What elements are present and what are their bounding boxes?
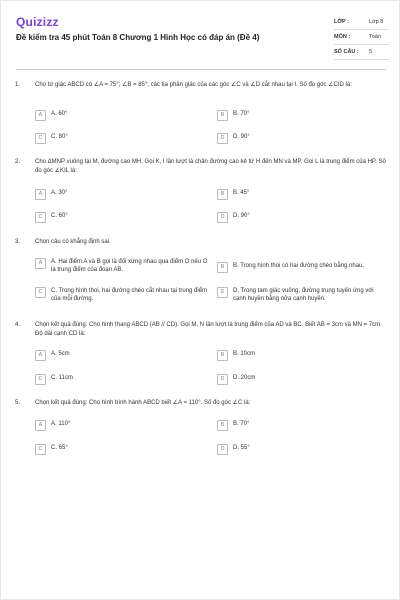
option-b[interactable] [217,189,387,200]
option-text: A. Hai điểm A và B gọi là đối xứng nhau qua điểm O nếu O là trung điểm của đoạn AB. [51,259,208,273]
option-c[interactable] [35,287,210,303]
meta-row-count [334,45,389,60]
option-letter-badge: C [35,444,46,455]
option-d[interactable] [217,212,387,223]
meta-value: 5 [369,49,373,55]
option-b[interactable] [217,420,387,431]
option-c[interactable] [35,133,195,144]
option-text: D. 90° [233,134,250,140]
option-text: D. Trong tam giác vuông, đường trung tuyến ứng với cạnh huyền bằng nửa cạnh huyền. [233,288,374,302]
option-d[interactable] [217,374,387,385]
option-letter-badge: C [35,287,46,298]
option-a[interactable] [35,189,195,200]
meta-box [334,15,389,60]
option-a[interactable] [35,350,195,361]
option-letter-badge: B [217,189,228,200]
option-letter-badge: D [217,133,228,144]
option-text: A. 30° [51,190,68,196]
option-text: D. 55° [233,445,250,451]
option-text: B. 45° [233,190,250,196]
option-letter-badge: D [217,212,228,223]
option-letter-badge: C [35,133,46,144]
question-number: 1. [15,82,21,88]
question-text: Chọn kết quả đúng: Cho hình thang ABCD (AB // CD). Gọi M, N lần lượt là trung điểm của AD và BC. Biết AB = 3cm và MN = 7cm. Độ dài cạnh CD là: [35,322,382,337]
option-d[interactable] [217,287,387,303]
meta-key: SỐ CÂU : [334,49,359,55]
question-text: Cho ΔMNP vuông tại M, đường cao MH. Gọi K, I lần lượt là chân đường cao kẻ từ H đến MN và MP. Gọi L là trung điểm của HP. Số đo góc ∠KIL là: [35,159,386,174]
option-letter-badge: B [217,262,228,273]
option-text: C. 65° [51,445,68,451]
option-text: B. 70° [233,421,250,427]
option-b[interactable] [217,110,387,121]
option-letter-badge: D [217,444,228,455]
question-text: Cho tứ giác ABCD có ∠A = 75°; ∠B = 85°; các tia phân giác của các góc ∠C và ∠D cắt nhau tại I. Số đo góc ∠CID là: [35,82,352,88]
option-letter-badge: A [35,258,46,269]
question-number: 5. [15,400,21,406]
option-text: C. 80° [51,134,68,140]
option-text: B. Trong hình thoi có hai đường chéo bằng nhau. [233,263,365,269]
meta-value: Toán [369,34,381,40]
quizizz-logo: Quizizz [16,15,59,29]
option-letter-badge: B [217,110,228,121]
option-letter-badge: A [35,420,46,431]
option-c[interactable] [35,212,195,223]
meta-value: Lớp 8 [369,19,384,25]
meta-key: LỚP : [334,19,349,25]
option-a[interactable] [35,258,210,274]
option-a[interactable] [35,110,195,121]
option-letter-badge: C [35,374,46,385]
option-a[interactable] [35,420,195,431]
option-d[interactable] [217,444,387,455]
option-letter-badge: D [217,374,228,385]
option-b[interactable] [217,262,391,273]
option-letter-badge: A [35,350,46,361]
meta-row-subject [334,30,389,45]
header-divider [16,69,386,70]
option-letter-badge: B [217,420,228,431]
option-text: A. 110° [51,421,71,427]
question-number: 4. [15,322,21,328]
option-text: A. 5cm [51,351,70,357]
question-text: Chọn câu có khẳng định sai. [35,239,111,245]
question-number: 2. [15,159,21,165]
option-text: C. 60° [51,213,68,219]
option-letter-badge: C [35,212,46,223]
option-c[interactable] [35,374,195,385]
option-letter-badge: A [35,110,46,121]
option-b[interactable] [217,350,387,361]
question-number: 3. [15,239,21,245]
question-text: Chọn kết quả đúng: Cho hình bình hành ABCD biết ∠A = 110°. Số đo góc ∠C là: [35,400,251,406]
meta-row-class [334,15,389,30]
option-text: C. 11cm [51,375,73,381]
option-text: D. 90° [233,213,250,219]
option-d[interactable] [217,133,387,144]
option-letter-badge: B [217,350,228,361]
option-text: C. Trong hình thoi, hai đường chéo cắt nhau tại trung điểm của mỗi đường. [51,288,208,302]
page-title: Đề kiểm tra 45 phút Toán 8 Chương 1 Hình Học có đáp án (Đề 4) [16,33,260,42]
meta-key: MÔN : [334,34,351,40]
option-c[interactable] [35,444,195,455]
option-text: A. 60° [51,111,68,117]
option-letter-badge: D [217,287,228,298]
option-letter-badge: A [35,189,46,200]
option-text: D. 20cm [233,375,256,381]
option-text: B. 10cm [233,351,256,357]
option-text: B. 70° [233,111,250,117]
